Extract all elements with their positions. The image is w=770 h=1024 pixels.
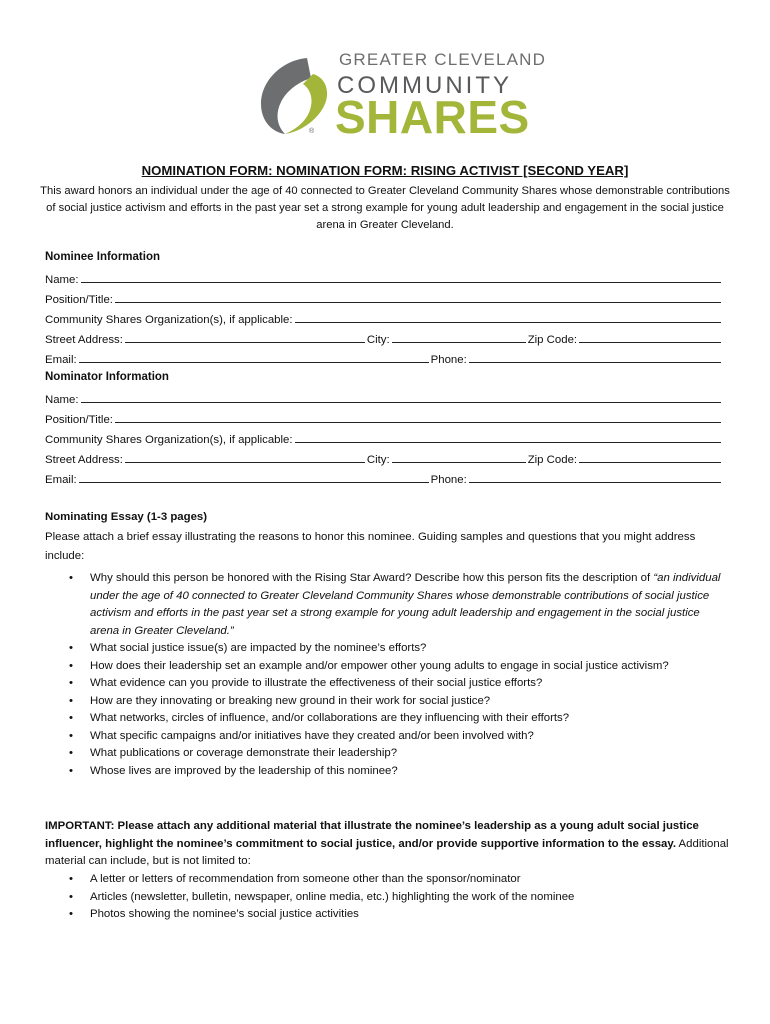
nominator-heading: Nominator Information [45, 371, 169, 383]
essay-instructions: Please attach a brief essay illustrating the reasons to honor this nominee. Guiding samples and questions that you might address include: [45, 531, 696, 562]
nominator-city-label: City: [366, 454, 390, 466]
question-text: What publications or coverage demonstrate their leadership? [90, 747, 398, 759]
logo-greater-cleveland-text: GREATER CLEVELAND [339, 50, 547, 69]
nominator-street-label: Street Address: [45, 454, 123, 466]
nominator-email-label: Email: [45, 474, 77, 486]
nominator-position-field[interactable] [115, 422, 721, 423]
nominee-heading: Nominee Information [45, 251, 161, 263]
list-item [63, 745, 723, 763]
nominee-street-field[interactable] [125, 342, 365, 343]
bullet-icon: • [69, 873, 73, 885]
nominee-address-row [45, 330, 723, 346]
list-item [63, 570, 723, 640]
question-text: What social justice issue(s) are impacted by the nominee’s efforts? [90, 642, 427, 654]
list-item [63, 763, 723, 781]
nominator-zip-field[interactable] [579, 462, 721, 463]
bullet-icon: • [69, 572, 73, 584]
question-text: What networks, circles of influence, and/or collaborations are they influencing with their efforts? [90, 712, 570, 724]
nominator-address-row [45, 450, 723, 466]
community-shares-logo [255, 48, 547, 144]
nominee-phone-field[interactable] [469, 362, 721, 363]
important-bold-text: IMPORTANT: Please attach any additional material that illustrate the nominee’s leadership as a young adult social justice influencer, highlight the nominee’s commitment to social justice, and/or provide supportive information to the essay. [45, 820, 699, 850]
page-title: NOMINATION FORM: NOMINATION FORM: RISING ACTIVIST [SECOND YEAR] [141, 163, 629, 178]
nominee-street-label: Street Address: [45, 334, 123, 346]
list-item [63, 871, 723, 889]
list-item [63, 675, 723, 693]
list-item [63, 906, 723, 924]
nominator-city-field[interactable] [392, 462, 526, 463]
nominee-phone-label: Phone: [430, 354, 467, 366]
nominator-phone-label: Phone: [430, 474, 467, 486]
bullet-icon: • [69, 890, 73, 903]
nominee-org-field[interactable] [295, 322, 721, 323]
nominee-org-label: Community Shares Organization(s), if applicable: [45, 314, 293, 326]
essay-heading: Nominating Essay (1-3 pages) [45, 511, 208, 523]
nominator-street-field[interactable] [125, 462, 365, 463]
nominee-contact-row [45, 350, 723, 366]
nominator-position-row [45, 410, 723, 426]
bullet-icon: • [69, 659, 73, 672]
nominee-position-row [45, 290, 723, 306]
nominee-zip-label: Zip Code: [527, 334, 578, 346]
bullet-icon: • [69, 747, 73, 759]
nominator-phone-field[interactable] [469, 482, 721, 483]
question-text: What specific campaigns and/or initiatives have they created and/or been involved with? [90, 729, 534, 742]
nominator-zip-label: Zip Code: [527, 454, 578, 466]
nominator-name-field[interactable] [81, 402, 721, 403]
question-text: How are they innovating or breaking new ground in their work for social justice? [90, 694, 491, 707]
nominator-contact-row [45, 470, 723, 486]
swirl-logo-icon [255, 48, 335, 144]
nominee-city-field[interactable] [392, 342, 526, 343]
logo-registered-mark: ® [309, 128, 315, 135]
nominator-email-field[interactable] [79, 482, 429, 483]
material-text: Articles (newsletter, bulletin, newspaper, online media, etc.) highlighting the work of the nominee [90, 890, 575, 903]
list-item [63, 710, 723, 728]
additional-material-list [63, 871, 723, 924]
nominator-org-field[interactable] [295, 442, 721, 443]
list-item [63, 640, 723, 658]
bullet-icon: • [69, 694, 73, 707]
nominee-email-field[interactable] [79, 362, 429, 363]
guiding-questions-list [63, 570, 723, 780]
nominator-name-row [45, 390, 723, 406]
material-text: A letter or letters of recommendation from someone other than the sponsor/nominator [90, 873, 521, 885]
list-item [63, 693, 723, 711]
nominee-org-row [45, 310, 723, 326]
question-text: Whose lives are improved by the leadership of this nominee? [90, 764, 398, 777]
nominator-position-label: Position/Title: [45, 414, 113, 426]
nominator-name-label: Name: [45, 394, 79, 406]
award-description: This award honors an individual under the age of 40 connected to Greater Cleveland Community Shares whose demonstrable contributions of social justice activism and efforts in the past year set a strong example for young adult leadership and engagement in the social justice arena in Greater Cleveland. [40, 185, 730, 231]
nominee-position-label: Position/Title: [45, 294, 113, 306]
bullet-icon: • [69, 764, 73, 777]
bullet-icon: • [69, 677, 73, 689]
question-text: What evidence can you provide to illustrate the effectiveness of their social justice efforts? [90, 677, 543, 689]
logo-shares-text: SHARES [335, 91, 530, 143]
award-quote: “an individual under the age of 40 connected to Greater Cleveland Community Shares whose demonstrable contributions of social justice activism and efforts in the past year set a strong example for young adult leadership and engagement in the social justice arena in Greater Cleveland.” [90, 572, 721, 637]
bullet-icon: • [69, 642, 73, 654]
question-text: Why should this person be honored with the Rising Star Award? Describe how this person fits the description of [90, 572, 651, 584]
nominee-position-field[interactable] [115, 302, 721, 303]
important-note [45, 818, 730, 871]
list-item [63, 889, 723, 907]
logo-community-text: COMMUNITY [337, 72, 512, 99]
list-item [63, 728, 723, 746]
nominee-name-row [45, 270, 723, 286]
question-text: How does their leadership set an example and/or empower other young adults to engage in social justice activism? [90, 659, 669, 672]
bullet-icon: • [69, 729, 73, 742]
material-text: Photos showing the nominee’s social justice activities [90, 908, 359, 920]
nominee-zip-field[interactable] [579, 342, 721, 343]
nominee-name-label: Name: [45, 274, 79, 286]
bullet-icon: • [69, 712, 73, 724]
nominator-org-label: Community Shares Organization(s), if applicable: [45, 434, 293, 446]
list-item [63, 658, 723, 676]
important-rest-text: Additional material can include, but is not limited to: [45, 837, 729, 867]
nominee-name-field[interactable] [81, 282, 721, 283]
nominee-city-label: City: [366, 334, 390, 346]
bullet-icon: • [69, 908, 73, 920]
nominee-email-label: Email: [45, 354, 77, 366]
nominator-org-row [45, 430, 723, 446]
